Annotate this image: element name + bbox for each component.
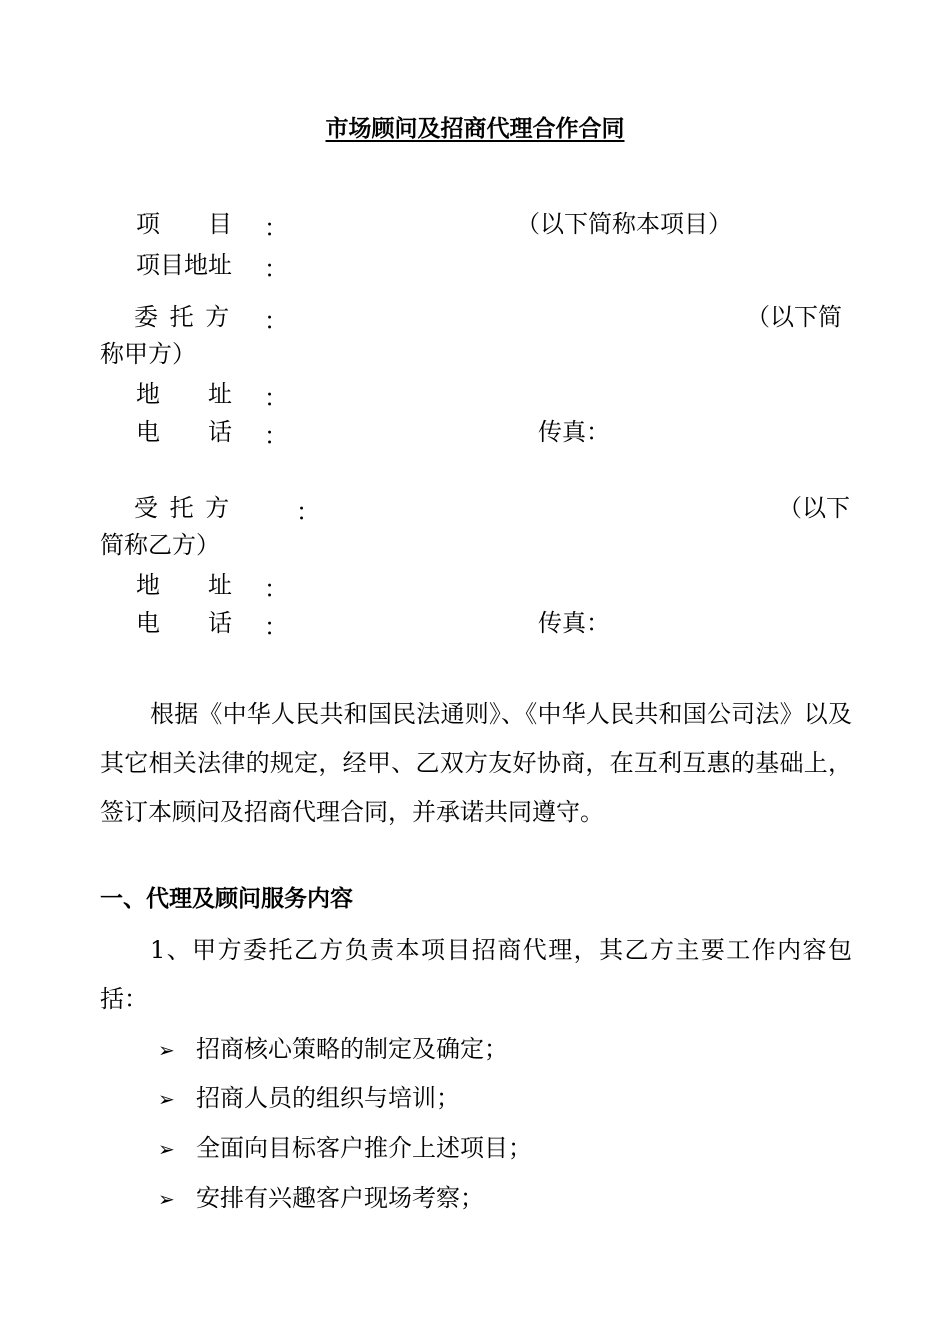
bullet-item <box>158 1083 460 1114</box>
project-address-label: 项目地址 <box>136 251 232 279</box>
arrow-bullet-icon: ➢ <box>158 1187 175 1211</box>
party-a-suffix-line2: 称甲方） <box>100 340 196 368</box>
party-a-address-colon: ： <box>264 384 288 412</box>
party-b-colon: ： <box>296 498 320 526</box>
party-a-phone-label: 电 话 <box>136 418 232 446</box>
bullet-item <box>158 1183 484 1214</box>
bullet-text: 招商人员的组织与培训； <box>196 1084 460 1112</box>
bullet-item <box>158 1133 532 1164</box>
party-b-address-label: 地 址 <box>136 571 232 599</box>
party-b-phone-label: 电 话 <box>136 609 232 637</box>
party-a-phone-colon: ： <box>264 422 288 450</box>
bullet-text: 安排有兴趣客户现场考察； <box>196 1184 484 1212</box>
party-b-fax-label: 传真： <box>538 609 610 637</box>
party-b-label: 受 托 方 <box>134 494 232 522</box>
party-a-colon: ： <box>264 307 288 335</box>
preamble-paragraph: 根据《中华人民共和国民法通则》、《中华人民共和国公司法》以及其它相关法律的规定，经甲、乙双方友好协商，在互利互惠的基础上，签订本顾问及招商代理合同，并承诺共同遵守。 <box>100 700 852 826</box>
bullet-text: 全面向目标客户推介上述项目； <box>196 1134 532 1162</box>
section1-heading: 一、代理及顾问服务内容 <box>100 886 353 912</box>
party-b-address-colon: ： <box>264 575 288 603</box>
party-a-address-label: 地 址 <box>136 380 232 408</box>
party-a-fax-label: 传真： <box>538 418 610 446</box>
bullet-text: 招商核心策略的制定及确定； <box>196 1035 508 1063</box>
project-address-colon: ： <box>264 255 288 283</box>
arrow-bullet-icon: ➢ <box>158 1038 175 1062</box>
arrow-bullet-icon: ➢ <box>158 1137 175 1161</box>
project-suffix: （以下简称本项目） <box>516 210 732 238</box>
party-a-suffix-line1: （以下简 <box>746 303 842 331</box>
bullet-item <box>158 1034 508 1065</box>
party-b-suffix-line1: （以下 <box>778 494 850 522</box>
project-label: 项 目 <box>136 210 232 238</box>
document-title-text: 市场顾问及招商代理合作合同 <box>325 116 625 142</box>
clause1-paragraph: 1、甲方委托乙方负责本项目招商代理，其乙方主要工作内容包括： <box>100 936 852 1013</box>
party-b-phone-colon: ： <box>264 613 288 641</box>
party-b-suffix-line2: 简称乙方） <box>100 531 220 559</box>
project-colon: ： <box>264 214 288 242</box>
party-a-label: 委 托 方 <box>134 303 232 331</box>
arrow-bullet-icon: ➢ <box>158 1087 175 1111</box>
document-title <box>0 114 950 144</box>
